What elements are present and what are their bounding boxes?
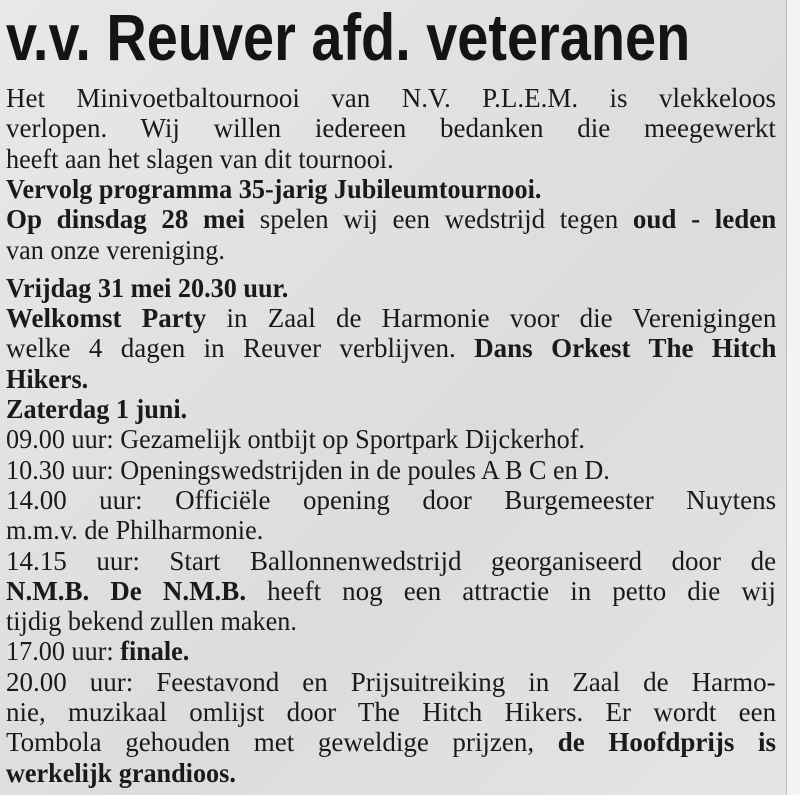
bold-text: Vervolg programma 35-jarig Jubileumtournooi.	[6, 173, 542, 204]
text: nie, muzikaal omlijst door The Hitch Hikers. Er wordt een	[6, 697, 777, 727]
text-line	[6, 515, 263, 545]
text-line	[6, 83, 776, 113]
text: heeft aan het slagen van dit tournooi.	[6, 143, 394, 174]
bold-text: Zaterdag 1 juni.	[6, 394, 188, 424]
text-line	[6, 606, 297, 636]
text: 14.15 uur: Start Ballonnenwedstrijd georganiseerd door de	[6, 545, 777, 576]
text-line	[6, 424, 585, 454]
text: in Zaal de Harmonie voor die Verenigingen	[206, 303, 777, 334]
text: 14.00 uur: Officiële opening door Burgemeester Nuytens	[6, 484, 777, 515]
text-line	[6, 204, 776, 234]
text-line	[6, 144, 394, 174]
text-line	[6, 174, 541, 204]
text-line	[6, 364, 88, 394]
text: welke 4 dagen in Reuver verblijven.	[6, 333, 475, 364]
bold-text: de Hoofdprijs is	[557, 727, 776, 758]
text-line	[6, 667, 776, 697]
text: verlopen. Wij willen iedereen bedanken die meegewerkt	[6, 113, 776, 144]
text: 09.00 uur: Gezamelijk ontbijt op Sportpark Dijckerhof.	[6, 424, 585, 455]
bold-text: Vrijdag 31 mei 20.30 uur.	[6, 272, 289, 303]
text: 17.00 uur:	[6, 636, 121, 667]
bold-text: N.M.B. De N.M.B.	[6, 575, 247, 606]
text: m.m.v. de Philharmonie.	[6, 515, 264, 546]
article-title: v.v. Reuver afd. veteranen	[6, 0, 691, 74]
text: 20.00 uur: Feestavond en Prijsuitreiking in Zaal de Harmo-	[6, 666, 776, 697]
text-line	[6, 727, 776, 757]
text-line	[6, 455, 610, 485]
text-line	[6, 697, 776, 727]
bold-text: Dans Orkest The Hitch	[474, 333, 777, 364]
text: Tombola gehouden met geweldige prijzen,	[6, 727, 558, 758]
text: van onze vereniging.	[6, 234, 225, 265]
text-line	[6, 113, 776, 143]
text-line	[6, 333, 776, 363]
text-line	[6, 636, 189, 666]
text-line	[6, 394, 187, 424]
text: tijdig bekend zullen maken.	[6, 606, 297, 637]
bold-text: Op dinsdag 28 mei	[6, 204, 246, 235]
bold-text: finale.	[120, 636, 190, 667]
text-line	[6, 485, 776, 515]
text-line	[6, 546, 776, 576]
page-edge	[786, 0, 800, 795]
text: spelen wij een wedstrijd tegen	[245, 204, 633, 235]
bold-text: werkelijk grandioos.	[6, 757, 236, 788]
text-line	[6, 576, 776, 606]
bold-text: Welkomst Party	[6, 303, 207, 334]
text: Het Minivoetbaltournooi van N.V. P.L.E.M. is vlekkeloos	[6, 83, 776, 113]
bold-text: Hikers.	[6, 363, 89, 394]
text: heeft nog een attractie in petto die wij	[246, 575, 776, 606]
text-line	[6, 273, 288, 303]
text-line	[6, 235, 225, 265]
text: 10.30 uur: Openingswedstrijden in de poules A B C en D.	[6, 454, 610, 485]
text-line	[6, 758, 236, 788]
bold-text: oud - leden	[632, 204, 777, 235]
text-line	[6, 303, 776, 333]
